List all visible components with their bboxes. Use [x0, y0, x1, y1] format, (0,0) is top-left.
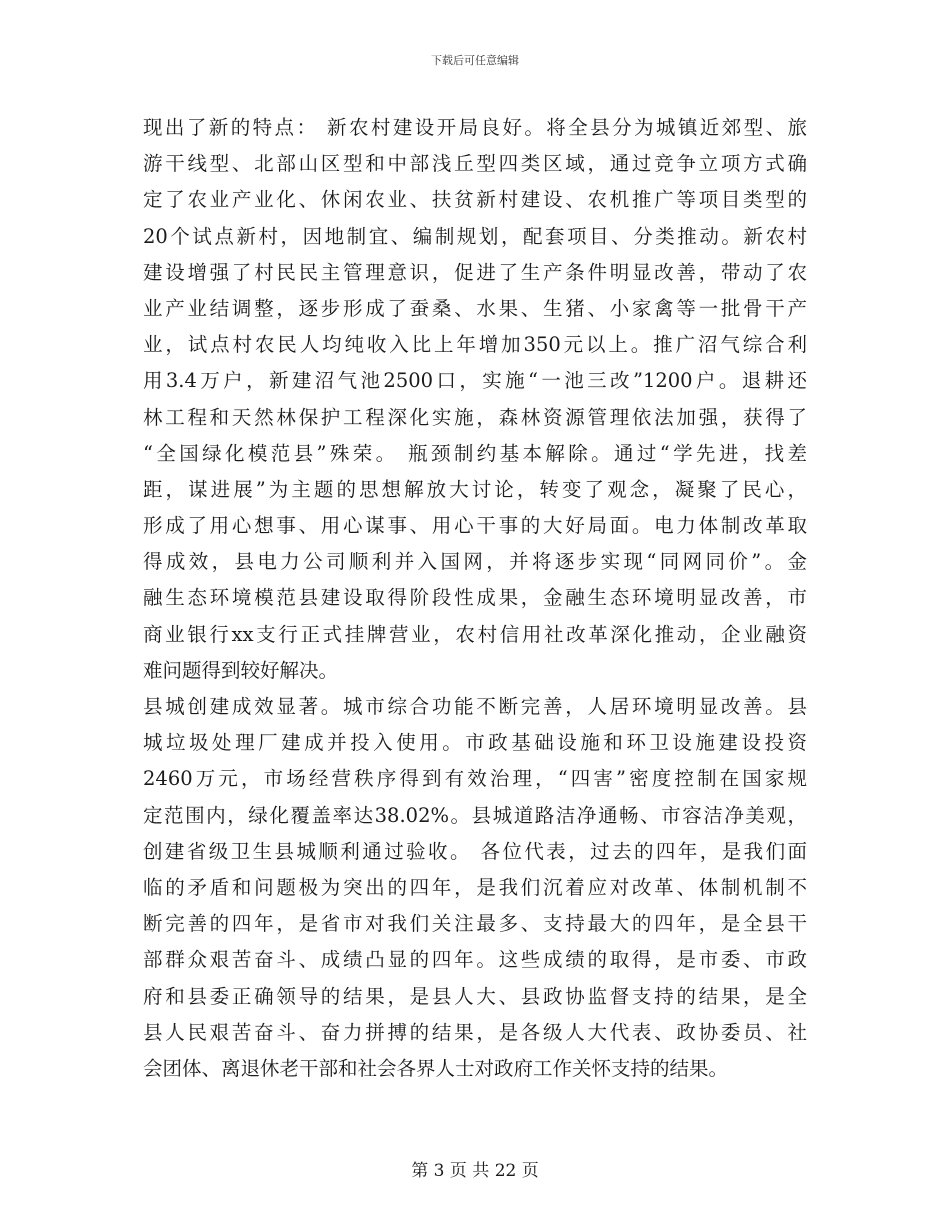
body-line: 县城创建成效显著。城市综合功能不断完善，人居环境明显改善。县 — [143, 695, 807, 718]
body-line: 游干线型、北部山区型和中部浅丘型四类区域，通过竞争立项方式确 — [143, 152, 807, 176]
document-body — [143, 110, 807, 1087]
page-number-footer: 第 3 页 共 22 页 — [411, 1161, 539, 1181]
body-line: 城垃圾处理厂建成并投入使用。市政基础设施和环卫设施建设投资 — [143, 731, 807, 755]
body-line: 林工程和天然林保护工程深化实施，森林资源管理依法加强，获得了 — [143, 405, 807, 429]
body-line: 得成效，县电力公司顺利并入国网，并将逐步实现“同网同价”。金 — [143, 550, 807, 574]
body-line: 20个试点新村，因地制宜、编制规划，配套项目、分类推动。新农村 — [143, 224, 807, 248]
body-line: 定范围内，绿化覆盖率达38.02%。县城道路洁净通畅、市容洁净美观， — [143, 803, 807, 827]
body-line: 业，试点村农民人均纯收入比上年增加350元以上。推广沼气综合利 — [143, 333, 807, 357]
body-line: 难问题得到较好解决。 — [143, 658, 339, 682]
body-line: 断完善的四年，是省市对我们关注最多、支持最大的四年，是全县干 — [143, 912, 807, 936]
body-line: “全国绿化模范县”殊荣。 瓶颈制约基本解除。通过“学先进，找差 — [143, 441, 807, 465]
body-line: 形成了用心想事、用心谋事、用心干事的大好局面。电力体制改革取 — [143, 514, 807, 538]
body-line: 临的矛盾和问题极为突出的四年，是我们沉着应对改革、体制机制不 — [143, 875, 807, 899]
body-line: 定了农业产业化、休闲农业、扶贫新村建设、农机推广等项目类型的 — [143, 188, 807, 212]
body-line: 府和县委正确领导的结果，是县人大、县政协监督支持的结果，是全 — [143, 984, 807, 1008]
body-line: 建设增强了村民民主管理意识，促进了生产条件明显改善，带动了农 — [143, 260, 807, 284]
body-line: 用3.4万户，新建沼气池2500口，实施“一池三改”1200户。退耕还 — [143, 369, 807, 393]
body-line: 会团体、离退休老干部和社会各界人士对政府工作关怀支持的结果。 — [143, 1056, 729, 1080]
body-line: 县人民艰苦奋斗、奋力拼搏的结果，是各级人大代表、政协委员、社 — [143, 1020, 807, 1044]
page-header: 下载后可任意编辑 — [431, 54, 519, 67]
body-line: 创建省级卫生县城顺利通过验收。 各位代表，过去的四年，是我们面 — [143, 839, 807, 863]
body-line: 商业银行xx支行正式挂牌营业，农村信用社改革深化推动，企业融资 — [143, 622, 807, 646]
body-line: 现出了新的特点： 新农村建设开局良好。将全县分为城镇近郊型、旅 — [143, 116, 807, 139]
body-line: 业产业结调整，逐步形成了蚕桑、水果、生猪、小家禽等一批骨干产 — [143, 296, 807, 320]
body-line: 2460万元，市场经营秩序得到有效治理，“四害”密度控制在国家规 — [143, 767, 807, 791]
body-line: 距，谋进展”为主题的思想解放大讨论，转变了观念，凝聚了民心， — [143, 477, 807, 501]
body-line: 融生态环境模范县建设取得阶段性成果，金融生态环境明显改善，市 — [143, 586, 807, 610]
body-line: 部群众艰苦奋斗、成绩凸显的四年。这些成绩的取得，是市委、市政 — [143, 948, 807, 972]
